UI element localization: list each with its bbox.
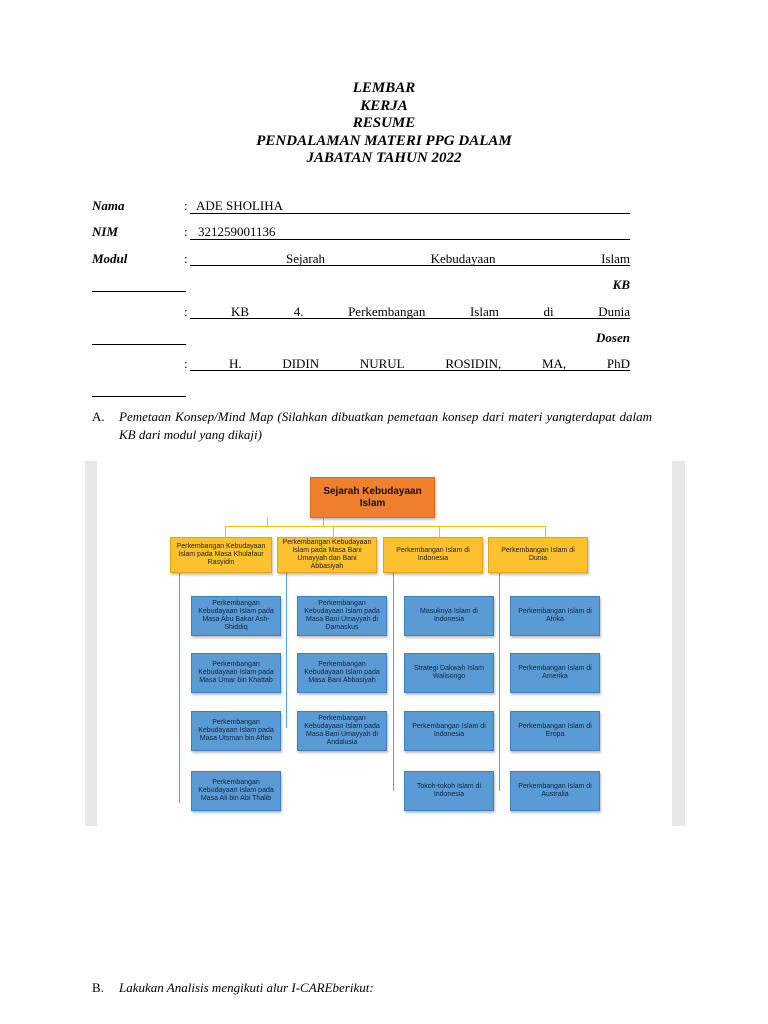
branch-3-spine	[393, 573, 394, 791]
kb-label: KB	[612, 277, 630, 292]
mindmap-root: Sejarah Kebudayaan Islam	[310, 477, 435, 518]
branch-2-title: Perkembangan Kebudayaan Islam pada Masa Bani Umayyah dan Bani Abbasiyah	[277, 537, 377, 573]
branch-1-spine	[179, 573, 180, 803]
dosen-word: MA,	[541, 356, 567, 371]
nim-label: NIM	[92, 224, 119, 239]
kb-word: 4.	[293, 304, 304, 319]
modul-word: Sejarah	[286, 251, 325, 266]
dosen-trailing-underline	[92, 396, 186, 397]
modul-word: Islam	[601, 251, 630, 266]
branch-3-child-1: Masuknya Islam di Indonesia	[404, 596, 494, 636]
kb-field	[190, 304, 630, 319]
nim-field	[190, 224, 630, 240]
dosen-word: PhD	[606, 356, 630, 371]
nama-field	[190, 198, 630, 214]
branch-4-child-3: Perkembangan Islam di Eropa	[510, 711, 600, 751]
dosen-word: NURUL	[359, 356, 405, 371]
kb-word: Dunia	[598, 304, 630, 319]
branch-1-child-3: Perkembangan Kebudayaan Islam pada Masa Utsman bin Affan	[191, 711, 281, 751]
branch-2-child-2: Perkembangan Kebudayaan Islam pada Masa Bani Abbasiyah	[297, 653, 387, 693]
branch-4-child-2: Perkembangan Islam di Amerika	[510, 653, 600, 693]
section-b	[92, 980, 374, 996]
nim-colon: :	[184, 224, 188, 239]
nama-label: Nama	[92, 198, 125, 213]
modul-word: Kebudayaan	[430, 251, 496, 266]
nama-colon: :	[184, 198, 188, 213]
branch-1-title: Perkembangan Kebudayaan Islam pada Masa Khulafaur Rasyidin	[170, 537, 272, 573]
branch-3-child-4: Tokoh-tokoh Islam di Indonesia	[404, 771, 494, 811]
dosen-word: DIDIN	[282, 356, 320, 371]
modul-field	[190, 251, 630, 266]
title-line-1: LEMBAR	[352, 80, 416, 96]
kb-word: Islam	[469, 304, 499, 319]
dosen-word: H.	[229, 356, 242, 371]
branch-4-title: Perkembangan Islam di Dunia	[488, 537, 588, 573]
kb-label-underline	[92, 291, 186, 292]
mindmap-canvas	[97, 461, 672, 826]
branch-3-child-2: Strategi Dakwah Islam Walisongo	[404, 653, 494, 693]
section-b-letter: B.	[92, 980, 104, 995]
section-b-text: Lakukan Analisis mengikuti alur I-CAREberikut:	[119, 980, 374, 995]
kb-word: KB	[231, 304, 250, 319]
branch-1-child-4: Perkembangan Kebudayaan Islam pada Masa Ali bin Abi Thalib	[191, 771, 281, 811]
branch-1-child-1: Perkembangan Kebudayaan Islam pada Masa Abu Bakar Ash-Shiddiq	[191, 596, 281, 636]
branch-4-spine	[499, 573, 500, 791]
branch-2-spine	[286, 573, 287, 728]
dosen-label: Dosen	[596, 330, 630, 345]
nama-value: ADE SHOLIHA	[196, 198, 284, 213]
kb-colon: :	[184, 304, 188, 319]
branch-3-title: Perkembangan Islam di Indonesia	[383, 537, 483, 573]
branch-3-child-3: Perkembangan Islam di Indonesia	[404, 711, 494, 751]
section-a-letter: A.	[92, 409, 105, 424]
dosen-field	[190, 356, 630, 371]
modul-label: Modul	[92, 251, 128, 266]
dosen-label-underline	[92, 344, 186, 345]
title-line-2: KERJA	[360, 97, 408, 114]
kb-word: Perkembangan	[348, 304, 426, 319]
dosen-word: ROSIDIN,	[445, 356, 502, 371]
document-title	[0, 80, 768, 168]
title-line-3: RESUME	[352, 115, 416, 131]
nim-value: 321259001136	[198, 224, 276, 239]
section-a	[92, 408, 652, 444]
title-line-5: JABATAN TAHUN 2022	[306, 150, 462, 166]
branch-4-child-1: Perkembangan Islam di Afrika	[510, 596, 600, 636]
mindmap-trunk-line	[225, 526, 545, 527]
branch-2-child-1: Perkembangan Kebudayaan Islam pada Masa Bani Umayyah di Damaskus	[297, 596, 387, 636]
title-line-4: PENDALAMAN MATERI PPG DALAM	[256, 132, 512, 149]
modul-colon: :	[184, 251, 188, 266]
branch-2-child-3: Perkembangan Kebudayaan Islam pada Masa Bani Umayyah di Andalusia	[297, 711, 387, 751]
dosen-colon: :	[184, 356, 188, 371]
kb-word: di	[543, 304, 554, 319]
section-a-text: Pemetaan Konsep/Mind Map (Silahkan dibuatkan pemetaan konsep dari materi yangterdapat dalam KB dari modul yang dikaji)	[119, 409, 652, 442]
branch-4-child-4: Perkembangan Islam di Australia	[510, 771, 600, 811]
branch-1-child-2: Perkembangan Kebudayaan Islam pada Masa Umar bin Khattab	[191, 653, 281, 693]
mindmap-figure	[85, 461, 685, 826]
